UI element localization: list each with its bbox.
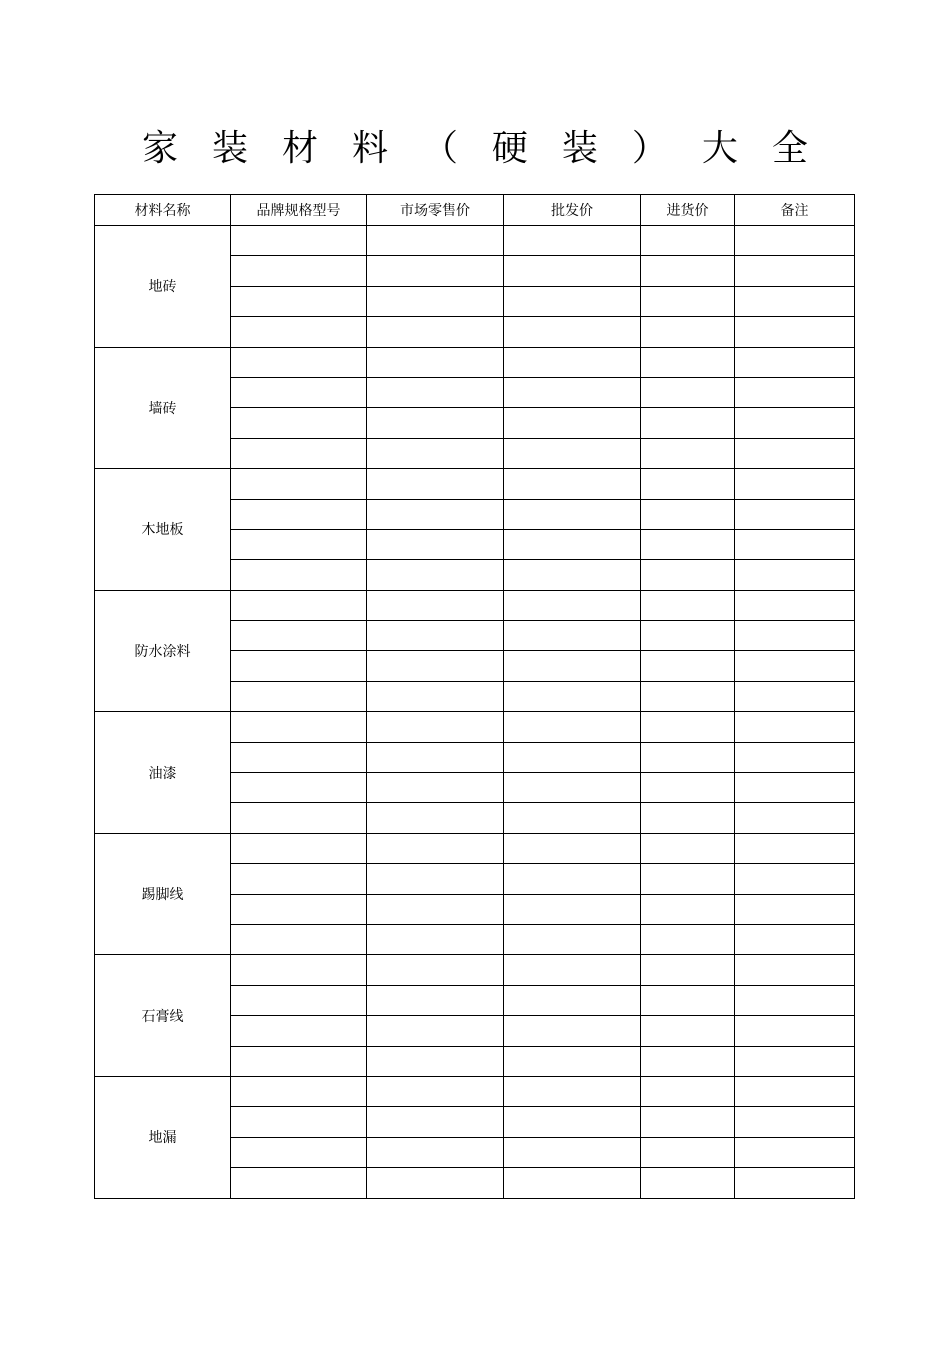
- empty-cell[interactable]: [504, 1107, 641, 1137]
- document-title: [94, 120, 854, 170]
- empty-cell[interactable]: [641, 529, 735, 559]
- empty-cell[interactable]: [735, 560, 855, 590]
- empty-cell[interactable]: [735, 256, 855, 286]
- empty-cell[interactable]: [735, 377, 855, 407]
- empty-cell[interactable]: [367, 651, 504, 681]
- empty-cell[interactable]: [504, 226, 641, 256]
- empty-cell[interactable]: [735, 621, 855, 651]
- header-purchase-price: 进货价: [641, 195, 735, 226]
- empty-cell[interactable]: [504, 317, 641, 347]
- category-cell: 木地板: [95, 469, 231, 591]
- empty-cell[interactable]: [231, 1168, 367, 1198]
- empty-cell[interactable]: [367, 803, 504, 833]
- empty-cell[interactable]: [231, 256, 367, 286]
- header-remarks: 备注: [735, 195, 855, 226]
- empty-cell[interactable]: [641, 226, 735, 256]
- empty-cell[interactable]: [641, 1137, 735, 1167]
- empty-cell[interactable]: [735, 408, 855, 438]
- empty-cell[interactable]: [504, 560, 641, 590]
- empty-cell[interactable]: [367, 438, 504, 468]
- empty-cell[interactable]: [231, 681, 367, 711]
- empty-cell[interactable]: [504, 833, 641, 863]
- empty-cell[interactable]: [367, 681, 504, 711]
- empty-cell[interactable]: [367, 1137, 504, 1167]
- empty-cell[interactable]: [735, 226, 855, 256]
- empty-cell[interactable]: [367, 864, 504, 894]
- empty-cell[interactable]: [735, 864, 855, 894]
- empty-cell[interactable]: [504, 1168, 641, 1198]
- empty-cell[interactable]: [367, 529, 504, 559]
- empty-cell[interactable]: [735, 955, 855, 985]
- title-char: ）: [631, 127, 668, 169]
- empty-cell[interactable]: [735, 1168, 855, 1198]
- empty-cell[interactable]: [641, 1168, 735, 1198]
- category-cell: 油漆: [95, 712, 231, 834]
- empty-cell[interactable]: [504, 590, 641, 620]
- empty-cell[interactable]: [641, 985, 735, 1015]
- empty-cell[interactable]: [641, 438, 735, 468]
- materials-table: [94, 194, 855, 1199]
- empty-cell[interactable]: [641, 924, 735, 954]
- empty-cell[interactable]: [231, 469, 367, 499]
- empty-cell[interactable]: [641, 894, 735, 924]
- empty-cell[interactable]: [735, 894, 855, 924]
- category-cell: 石膏线: [95, 955, 231, 1077]
- title-char: 装: [211, 127, 248, 169]
- empty-cell[interactable]: [735, 651, 855, 681]
- empty-cell[interactable]: [641, 833, 735, 863]
- empty-cell[interactable]: [735, 529, 855, 559]
- empty-cell[interactable]: [504, 377, 641, 407]
- empty-cell[interactable]: [641, 681, 735, 711]
- table-row: [95, 469, 855, 499]
- empty-cell[interactable]: [231, 894, 367, 924]
- empty-cell[interactable]: [735, 499, 855, 529]
- empty-cell[interactable]: [641, 1046, 735, 1076]
- empty-cell[interactable]: [367, 408, 504, 438]
- category-cell: 墙砖: [95, 347, 231, 469]
- empty-cell[interactable]: [641, 590, 735, 620]
- empty-cell[interactable]: [735, 286, 855, 316]
- empty-cell[interactable]: [504, 1046, 641, 1076]
- empty-cell[interactable]: [367, 773, 504, 803]
- empty-cell[interactable]: [504, 742, 641, 772]
- empty-cell[interactable]: [641, 256, 735, 286]
- empty-cell[interactable]: [641, 864, 735, 894]
- empty-cell[interactable]: [641, 560, 735, 590]
- empty-cell[interactable]: [367, 469, 504, 499]
- empty-cell[interactable]: [641, 347, 735, 377]
- empty-cell[interactable]: [641, 1107, 735, 1137]
- empty-cell[interactable]: [367, 712, 504, 742]
- table-row: [95, 590, 855, 620]
- empty-cell[interactable]: [367, 590, 504, 620]
- empty-cell[interactable]: [231, 317, 367, 347]
- table-row: [95, 347, 855, 377]
- empty-cell[interactable]: [735, 438, 855, 468]
- empty-cell[interactable]: [735, 681, 855, 711]
- empty-cell[interactable]: [641, 955, 735, 985]
- table-body: [95, 226, 855, 1199]
- empty-cell[interactable]: [504, 347, 641, 377]
- empty-cell[interactable]: [367, 317, 504, 347]
- empty-cell[interactable]: [504, 1016, 641, 1046]
- empty-cell[interactable]: [504, 864, 641, 894]
- category-cell: 地砖: [95, 226, 231, 348]
- empty-cell[interactable]: [735, 469, 855, 499]
- title-char: 料: [351, 127, 388, 169]
- empty-cell[interactable]: [735, 1076, 855, 1106]
- empty-cell[interactable]: [735, 1137, 855, 1167]
- empty-cell[interactable]: [735, 924, 855, 954]
- empty-cell[interactable]: [367, 742, 504, 772]
- empty-cell[interactable]: [231, 773, 367, 803]
- empty-cell[interactable]: [231, 347, 367, 377]
- empty-cell[interactable]: [504, 1076, 641, 1106]
- empty-cell[interactable]: [504, 408, 641, 438]
- empty-cell[interactable]: [231, 226, 367, 256]
- empty-cell[interactable]: [231, 742, 367, 772]
- title-char: 硬: [491, 127, 528, 169]
- empty-cell[interactable]: [504, 499, 641, 529]
- header-row: [95, 195, 855, 226]
- category-cell: 踢脚线: [95, 833, 231, 955]
- empty-cell[interactable]: [231, 864, 367, 894]
- empty-cell[interactable]: [367, 1016, 504, 1046]
- empty-cell[interactable]: [231, 590, 367, 620]
- empty-cell[interactable]: [504, 681, 641, 711]
- header-retail-price: 市场零售价: [367, 195, 504, 226]
- empty-cell[interactable]: [735, 590, 855, 620]
- empty-cell[interactable]: [735, 1046, 855, 1076]
- empty-cell[interactable]: [735, 833, 855, 863]
- empty-cell[interactable]: [231, 499, 367, 529]
- empty-cell[interactable]: [367, 377, 504, 407]
- empty-cell[interactable]: [641, 621, 735, 651]
- empty-cell[interactable]: [231, 955, 367, 985]
- empty-cell[interactable]: [735, 317, 855, 347]
- empty-cell[interactable]: [735, 712, 855, 742]
- empty-cell[interactable]: [367, 347, 504, 377]
- empty-cell[interactable]: [231, 438, 367, 468]
- empty-cell[interactable]: [504, 256, 641, 286]
- empty-cell[interactable]: [504, 651, 641, 681]
- empty-cell[interactable]: [231, 924, 367, 954]
- empty-cell[interactable]: [504, 985, 641, 1015]
- empty-cell[interactable]: [641, 1016, 735, 1046]
- empty-cell[interactable]: [231, 651, 367, 681]
- empty-cell[interactable]: [231, 803, 367, 833]
- empty-cell[interactable]: [367, 560, 504, 590]
- empty-cell[interactable]: [231, 1107, 367, 1137]
- empty-cell[interactable]: [504, 712, 641, 742]
- empty-cell[interactable]: [735, 1107, 855, 1137]
- empty-cell[interactable]: [367, 286, 504, 316]
- title-char: （: [421, 127, 458, 169]
- empty-cell[interactable]: [231, 621, 367, 651]
- table-row: [95, 1076, 855, 1106]
- title-char: 材: [281, 127, 318, 169]
- empty-cell[interactable]: [735, 803, 855, 833]
- empty-cell[interactable]: [504, 621, 641, 651]
- empty-cell[interactable]: [231, 286, 367, 316]
- empty-cell[interactable]: [231, 833, 367, 863]
- empty-cell[interactable]: [504, 1137, 641, 1167]
- title-char: 全: [771, 127, 808, 169]
- header-wholesale-price: 批发价: [504, 195, 641, 226]
- table-row: [95, 712, 855, 742]
- empty-cell[interactable]: [231, 712, 367, 742]
- empty-cell[interactable]: [504, 924, 641, 954]
- title-char: 大: [701, 127, 738, 169]
- empty-cell[interactable]: [735, 985, 855, 1015]
- empty-cell[interactable]: [231, 377, 367, 407]
- empty-cell[interactable]: [641, 803, 735, 833]
- empty-cell[interactable]: [641, 712, 735, 742]
- title-char: 装: [561, 127, 598, 169]
- empty-cell[interactable]: [367, 1107, 504, 1137]
- empty-cell[interactable]: [641, 651, 735, 681]
- empty-cell[interactable]: [367, 1076, 504, 1106]
- empty-cell[interactable]: [367, 1046, 504, 1076]
- empty-cell[interactable]: [367, 1168, 504, 1198]
- empty-cell[interactable]: [735, 773, 855, 803]
- empty-cell[interactable]: [641, 1076, 735, 1106]
- empty-cell[interactable]: [641, 742, 735, 772]
- empty-cell[interactable]: [231, 1046, 367, 1076]
- empty-cell[interactable]: [367, 924, 504, 954]
- category-cell: 地漏: [95, 1076, 231, 1198]
- empty-cell[interactable]: [367, 256, 504, 286]
- empty-cell[interactable]: [641, 377, 735, 407]
- empty-cell[interactable]: [367, 226, 504, 256]
- table-row: [95, 955, 855, 985]
- empty-cell[interactable]: [735, 1016, 855, 1046]
- empty-cell[interactable]: [735, 347, 855, 377]
- empty-cell[interactable]: [504, 773, 641, 803]
- empty-cell[interactable]: [504, 803, 641, 833]
- empty-cell[interactable]: [504, 955, 641, 985]
- empty-cell[interactable]: [641, 317, 735, 347]
- empty-cell[interactable]: [367, 499, 504, 529]
- empty-cell[interactable]: [504, 286, 641, 316]
- empty-cell[interactable]: [367, 833, 504, 863]
- table-row: [95, 226, 855, 256]
- header-brand-spec-model: 品牌规格型号: [231, 195, 367, 226]
- empty-cell[interactable]: [641, 408, 735, 438]
- empty-cell[interactable]: [367, 621, 504, 651]
- table-row: [95, 833, 855, 863]
- empty-cell[interactable]: [367, 955, 504, 985]
- header-material-name: 材料名称: [95, 195, 231, 226]
- empty-cell[interactable]: [231, 985, 367, 1015]
- empty-cell[interactable]: [367, 894, 504, 924]
- empty-cell[interactable]: [504, 469, 641, 499]
- empty-cell[interactable]: [735, 742, 855, 772]
- empty-cell[interactable]: [367, 985, 504, 1015]
- empty-cell[interactable]: [504, 894, 641, 924]
- empty-cell[interactable]: [641, 499, 735, 529]
- empty-cell[interactable]: [231, 560, 367, 590]
- empty-cell[interactable]: [641, 286, 735, 316]
- empty-cell[interactable]: [231, 408, 367, 438]
- empty-cell[interactable]: [231, 1137, 367, 1167]
- empty-cell[interactable]: [231, 1076, 367, 1106]
- category-cell: 防水涂料: [95, 590, 231, 712]
- empty-cell[interactable]: [504, 529, 641, 559]
- empty-cell[interactable]: [231, 1016, 367, 1046]
- empty-cell[interactable]: [504, 438, 641, 468]
- empty-cell[interactable]: [641, 469, 735, 499]
- empty-cell[interactable]: [641, 773, 735, 803]
- title-char: 家: [142, 127, 179, 169]
- empty-cell[interactable]: [231, 529, 367, 559]
